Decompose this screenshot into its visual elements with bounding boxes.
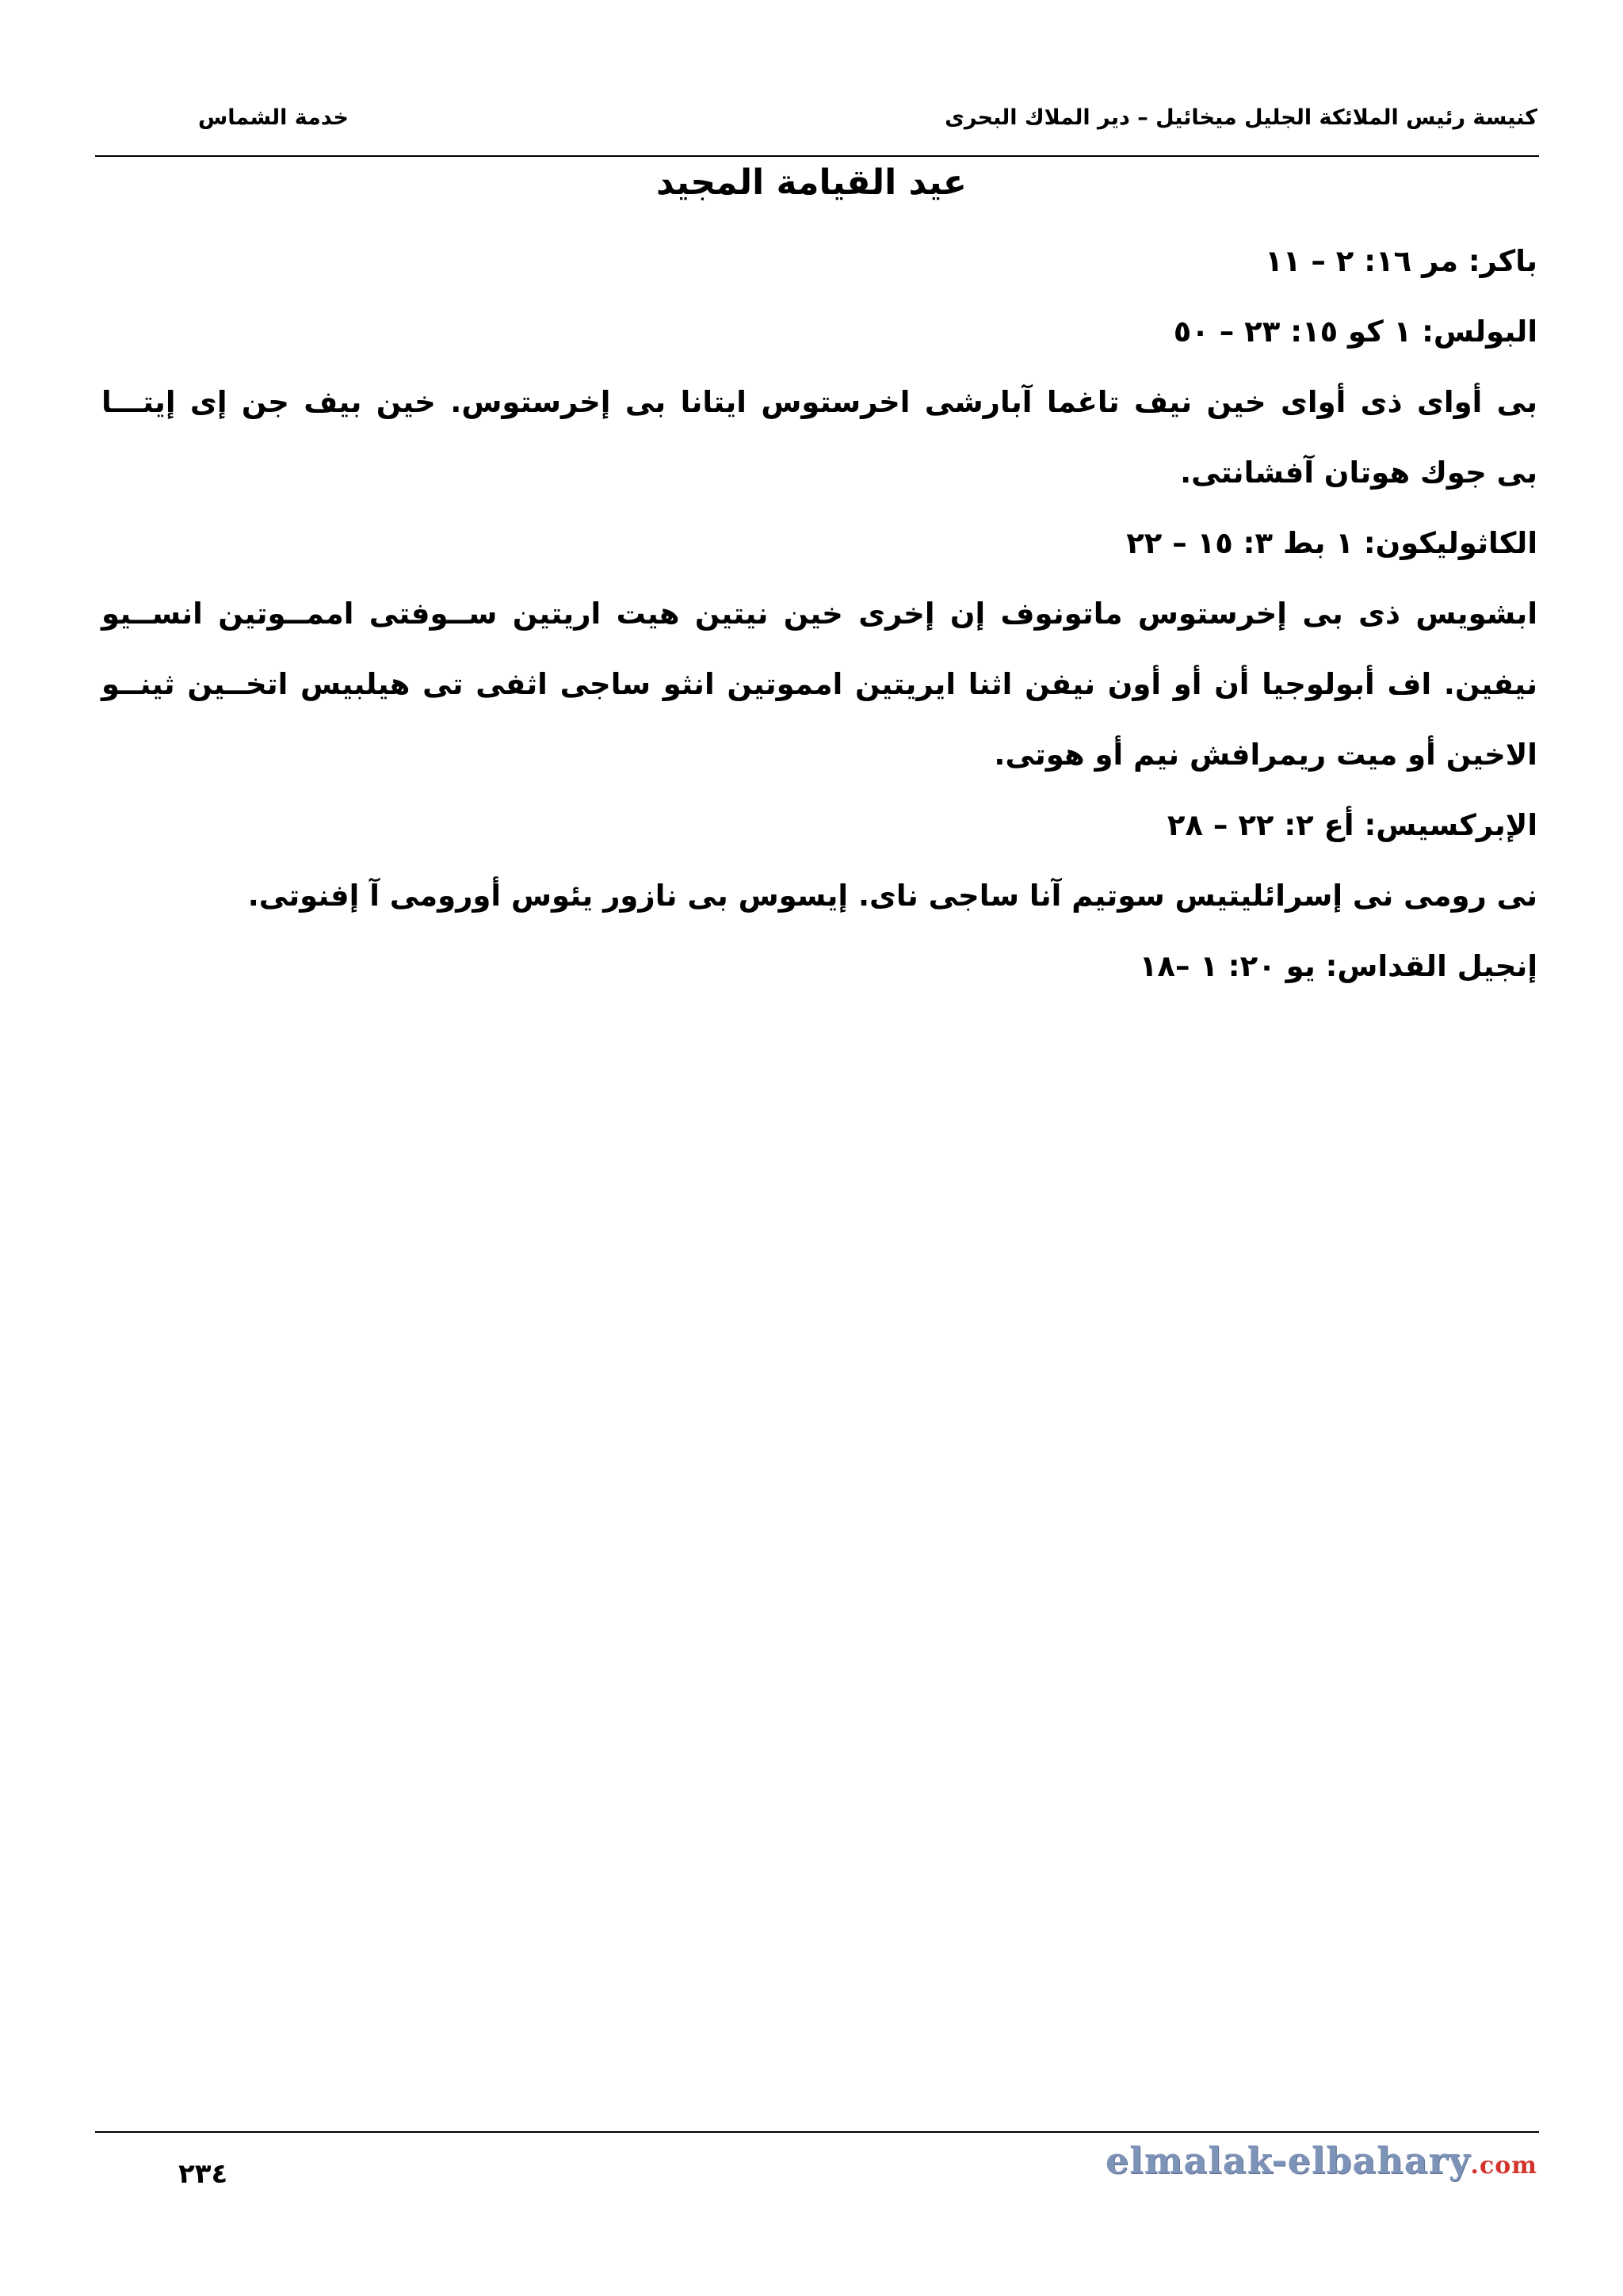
- catholicon-text-line-1: ابشويس ذى بى إخرستوس ماتونوف إن إخرى خين نيتين هيت اريتين ســوفتى اممــوتين انســيو: [101, 597, 1537, 631]
- header-divider: [95, 155, 1539, 157]
- header-church-name: كنيسة رئيس الملائكة الجليل ميخائيل – دير الملاك البحرى: [945, 105, 1537, 130]
- pauline-text-line-2: بى جوك هوتان آفشانتى.: [1180, 456, 1537, 490]
- logo-text: elmalak-elbahary: [1106, 2139, 1471, 2182]
- reading-ref-catholicon: الكاثوليكون: ١ بط ٣: ١٥ – ٢٢: [1126, 526, 1537, 560]
- reading-ref-pauline: البولس: ١ كو ١٥: ٢٣ – ٥٠: [1173, 315, 1537, 349]
- page-number: ٢٣٤: [178, 2158, 228, 2190]
- pauline-text-line-1: بى أواى ذى أواى خين نيف تاغما آبارشى اخرستوس ايتانا بى إخرستوس. خين بيف جن إى إيتـــا: [101, 385, 1537, 419]
- header-service-name: خدمة الشماس: [198, 105, 349, 130]
- page-title: عيد القيامة المجيد: [656, 162, 967, 203]
- site-logo: [1106, 2139, 1537, 2182]
- logo-tld: .com: [1470, 2152, 1537, 2180]
- catholicon-text-line-2: نيفين. اف أبولوجيا أن أو أون نيفن اثنا ايريتين امموتين انثو ساجى اثفى تى هيلبيس اتخــين ثينــو: [101, 667, 1537, 701]
- reading-ref-liturgy-gospel: إنجيل القداس: يو ٢٠: ١ –١٨: [1139, 949, 1537, 983]
- reading-ref-matins: باكر: مر ١٦: ٢ – ١١: [1265, 244, 1537, 278]
- reading-body: [101, 226, 1537, 1001]
- catholicon-text-line-3: الاخين أو ميت ريمرافش نيم أو هوتى.: [994, 738, 1537, 772]
- footer-divider: [95, 2131, 1539, 2133]
- acts-text-line-1: نى رومى نى إسرائليتيس سوتيم آنا ساجى ناى. إيسوس بى نازور يئوس أورومى آ إفنوتى.: [247, 879, 1537, 913]
- reading-ref-acts: الإبركسيس: أع ٢: ٢٢ – ٢٨: [1167, 808, 1537, 842]
